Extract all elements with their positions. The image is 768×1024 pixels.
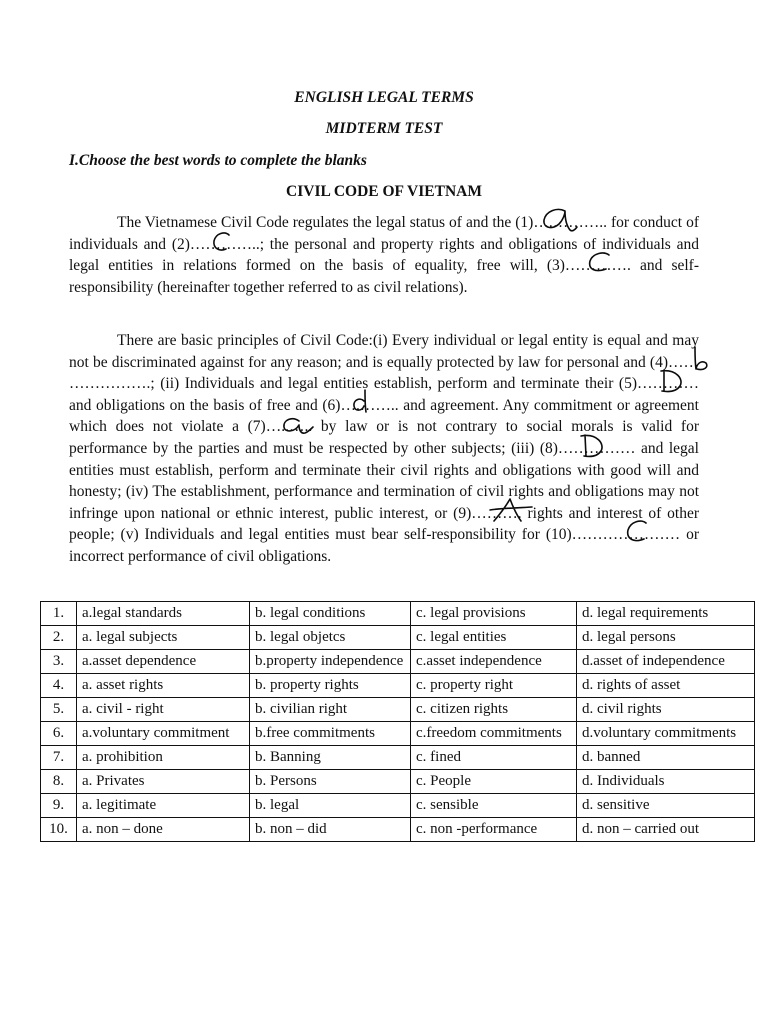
option-c-cell: c. citizen rights (411, 698, 577, 722)
table-row (41, 626, 755, 650)
option-b-cell: b.property independence (250, 650, 411, 674)
table-row (41, 770, 755, 794)
option-d-cell: d.asset of independence (577, 650, 755, 674)
option-c-cell: c. legal provisions (411, 602, 577, 626)
option-a-cell: a. prohibition (77, 746, 250, 770)
table-row (41, 698, 755, 722)
section-heading: CIVIL CODE OF VIETNAM (286, 183, 482, 200)
test-subtitle: MIDTERM TEST (325, 120, 443, 137)
paragraph-text: …….. and agreement. Any commitment or agreement which does not violate a (7)….. (69, 396, 699, 436)
option-c-cell: c. fined (411, 746, 577, 770)
paragraph-text: ….. by law or is not contrary to social morals is valid for performance by the parties and must be respected by other subjects; (iii) (8)…… (69, 418, 699, 457)
option-d-cell: d. legal persons (577, 626, 755, 650)
paragraph-text: There are basic principles of Civil Code:(i) Every individual or legal entity is equal and may not be discriminated against for any reason; and is equally protected by law for personal and (4)…… (69, 332, 699, 371)
option-d-cell: d. civil rights (577, 698, 755, 722)
option-d-cell: d. non – carried out (577, 818, 755, 842)
option-a-cell: a. legitimate (77, 794, 250, 818)
option-b-cell: b. legal conditions (250, 602, 411, 626)
table-row (41, 794, 755, 818)
option-a-cell: a.voluntary commitment (77, 722, 250, 746)
table-row (41, 722, 755, 746)
question-number-cell: 1. (41, 602, 77, 626)
option-c-cell: c. People (411, 770, 577, 794)
option-b-cell: b. civilian right (250, 698, 411, 722)
paragraph-1 (69, 212, 699, 298)
option-c-cell: c.freedom commitments (411, 722, 577, 746)
option-d-cell: d. legal requirements (577, 602, 755, 626)
option-b-cell: b. Persons (250, 770, 411, 794)
option-b-cell: b. legal objetcs (250, 626, 411, 650)
option-a-cell: a. non – done (77, 818, 250, 842)
option-b-cell: b. property rights (250, 674, 411, 698)
question-number-cell: 6. (41, 722, 77, 746)
option-a-cell: a.legal standards (77, 602, 250, 626)
option-d-cell: d. banned (577, 746, 755, 770)
paragraph-text: The Vietnamese Civil Code regulates the legal status of and the (1)… (117, 214, 549, 231)
paragraph-text: ……..; the personal and property rights and obligations of individuals and legal entities in relations formed on the basis of equality, free will, (3)…… (69, 235, 699, 275)
option-c-cell: c. sensible (411, 794, 577, 818)
page-title: ENGLISH LEGAL TERMS (294, 89, 474, 106)
option-b-cell: b. Banning (250, 746, 411, 770)
option-c-cell: c. legal entities (411, 626, 577, 650)
option-d-cell: d. Individuals (577, 770, 755, 794)
option-a-cell: a. Privates (77, 770, 250, 794)
paragraph-text: …. rights and interest of other people; (v) Individuals and legal entities must bear self-responsibility for (10)………… (69, 504, 699, 544)
paragraph-text: .……….. for conduct of individuals and (2)…… (69, 214, 699, 253)
options-table (40, 601, 755, 842)
option-a-cell: a.asset dependence (77, 650, 250, 674)
paragraph-text: ……. and self-responsibility (hereinafter together referred to as civil relations). (69, 257, 699, 296)
table-row (41, 674, 755, 698)
table-row (41, 746, 755, 770)
option-d-cell: d. rights of asset (577, 674, 755, 698)
question-number-cell: 9. (41, 794, 77, 818)
paragraph-text: …… and obligations on the basis of free and (6)…. (69, 375, 699, 414)
option-c-cell: c. non -performance (411, 818, 577, 842)
option-c-cell: c.asset independence (411, 650, 577, 674)
question-number-cell: 5. (41, 698, 77, 722)
option-d-cell: d.voluntary commitments (577, 722, 755, 746)
question-number-cell: 2. (41, 626, 77, 650)
option-a-cell: a. asset rights (77, 674, 250, 698)
option-b-cell: b.free commitments (250, 722, 411, 746)
table-row (41, 650, 755, 674)
instruction-heading: I.Choose the best words to complete the blanks (69, 152, 367, 169)
question-number-cell: 7. (41, 746, 77, 770)
question-number-cell: 4. (41, 674, 77, 698)
paragraph-text: ……… or incorrect performance of civil obligations. (69, 526, 699, 565)
option-a-cell: a. civil - right (77, 698, 250, 722)
option-b-cell: b. non – did (250, 818, 411, 842)
paragraph-2 (69, 330, 699, 568)
option-a-cell: a. legal subjects (77, 626, 250, 650)
table-row (41, 602, 755, 626)
option-b-cell: b. legal (250, 794, 411, 818)
question-number-cell: 10. (41, 818, 77, 842)
table-row (41, 818, 755, 842)
question-number-cell: 3. (41, 650, 77, 674)
option-d-cell: d. sensitive (577, 794, 755, 818)
question-number-cell: 8. (41, 770, 77, 794)
option-c-cell: c. property right (411, 674, 577, 698)
paragraph-text: …………….; (ii) Individuals and legal entities establish, perform and terminate their (5)…… (69, 375, 668, 393)
paragraph-text: ……… and legal entities must establish, perform and terminate their civil rights and obligations with good will and honesty; (iv) The establishment, performance and termination of civil rights and obligations may not infringe upon national or ethnic interest, public interest, or (9)…… (69, 439, 699, 522)
